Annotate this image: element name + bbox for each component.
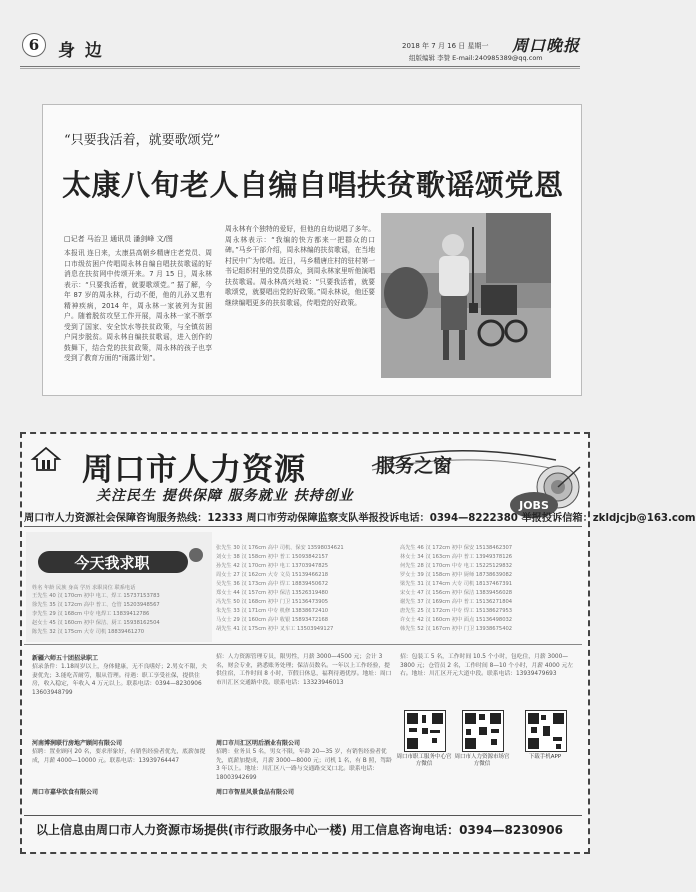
date-line: 2018 年 7 月 16 日 星期一	[402, 42, 489, 50]
listing-body: 招：人力资源管理专员，限男性，月薪 3000—4500 元；会计 3 名，财会专业，熟悉账务处理；保洁员数名。一年以上工作经验，提供住宿，工作时间 8 小时，节假日休息，福利待遇优厚。地址：周口市川汇区交通路中段。联系电话：13323946013	[216, 654, 392, 686]
job-seek-row: 孙先生 42 汉 170cm 初中 电工 13703947825	[216, 563, 329, 569]
job-seek-row: 吴先生 36 汉 173cm 高中 焊工 18839450672	[216, 581, 329, 587]
listing-heading: 新疆六师五十团招录职工	[32, 655, 99, 662]
job-seek-header: 姓名 年龄 民族 身高 学历 求职岗位 联系电话	[32, 585, 136, 591]
header-divider-thin	[20, 68, 580, 69]
ad-footer: 以上信息由周口市人力资源市场提供(市行政服务中心一楼) 用工信息咨询电话：0394—8230906	[36, 823, 563, 837]
job-seek-list-middle	[216, 545, 391, 640]
job-seek-row: 唐先生 25 汉 172cm 中专 焊工 15138627953	[400, 608, 513, 614]
hotline-banner: 周口市人力资源社会保障咨询服务热线：12333 周口市劳动保障监察支队举报投诉电话：0394—8222380 举报投诉信箱：zkldjcjb@163.com	[24, 513, 696, 524]
ad-subtitle: 服务之窗	[376, 455, 453, 477]
job-seek-list	[32, 593, 210, 639]
job-seek-row: 梁先生 31 汉 174cm 大专 司机 18137467391	[400, 581, 513, 587]
job-seek-row: 宋女士 47 汉 156cm 初中 保洁 13839456028	[400, 590, 513, 596]
article-byline: □记者 马治卫 通讯员 潘剑峰 文/图	[64, 235, 173, 243]
listing-heading: 河南博润联行房地产顾问有限公司	[32, 740, 123, 747]
job-seek-row: 朱先生 33 汉 171cm 中专 机修 13838672410	[216, 608, 329, 614]
qr-caption: 周口市人力资源市场官方微信	[454, 754, 510, 767]
job-seek-row: 高先生 46 汉 172cm 初中 保安 15138462307	[400, 545, 513, 551]
job-seek-logo-text: 今天我求职	[74, 554, 150, 572]
listing-heading: 周口市智星风景食品有限公司	[216, 789, 295, 796]
job-seek-row: 王先生 40 汉 170cm 初中 电工、焊工 15737153783	[32, 593, 160, 599]
job-seek-list-right	[400, 545, 580, 640]
job-seek-row: 许女士 42 汉 160cm 初中 面点 15136498032	[400, 617, 513, 623]
listing-heading: 周口市嘉华饮食有限公司	[32, 789, 99, 796]
qr-code-icon[interactable]	[404, 710, 446, 752]
article-kicker: “只要我活着，就要歌颂党”	[64, 133, 221, 148]
job-seek-row: 冯先生 50 汉 168cm 初中 门卫 15136473905	[216, 599, 329, 605]
elderly-man-playing-erhu-photo	[381, 213, 551, 378]
job-seek-row: 罗女士 39 汉 158cm 初中 厨师 18738639082	[400, 572, 513, 578]
job-seek-row: 林女士 34 汉 163cm 高中 普工 13949378126	[400, 554, 513, 560]
section-title: 身 边	[58, 41, 104, 61]
article-column-2: 周永林有个独特的爱好，但他的自幼说唱了多年。周永林表示：“我编的快方都来一把群众的口碑。”马乡干部介绍，周永林编的扶贫歌谣，在当地村民中广为传唱。近日，马乡精唐庄村的驻村第一书记组织村里的党员群众，到周永林家里听他演唱扶贫歌谣。周永林高兴地说：“只要我活着，就要歌颂党，就要唱出党的好政策。”周永林说，他还要继续编唱更多的扶贫歌谣，传唱党的好政策。	[225, 225, 375, 307]
qr-code-icon[interactable]	[525, 710, 567, 752]
listing-divider	[24, 644, 582, 645]
job-seek-row: 周女士 27 汉 162cm 大专 文员 15139466218	[216, 572, 329, 578]
job-seek-row: 谢先生 37 汉 169cm 高中 普工 15136271804	[400, 599, 513, 605]
hotline-divider	[24, 526, 582, 527]
article-headline: 太康八旬老人自编自唱扶贫歌谣颂党恩	[62, 168, 564, 202]
listing-body: 招：包装工 5 名，工作时间 10.5 个小时，包吃住，月薪 3000—3800 元；仓管员 2 名，工作时间 8—10 个小时，月薪 4000 元左右。地址：川汇区开元大道中段。联系电话：13939479693	[400, 654, 574, 677]
article-photo	[381, 213, 551, 378]
article-column-1: 本报讯 连日来，太康县高朝乡精唐庄老党员、周口市级贫困户传唱周永林自编自唱扶贫歌谣的好消息在扶贫网中传颂开来。7 月 15 日，周永林表示：“只要我活着，就要歌颂党。” 据了解，今年 87 岁的周永林，行动不便，他的儿孙又患有精神疾病，2014 年，周永林一家被列为贫困户。随着脱贫攻坚工作开展，周永林一家不断享受到了国家、安全饮水等扶贫政策，与全镇贫困户同步脱贫。周永林自编扶贫歌谣，进入创作的鼓舞下，结合党的扶贫政策，周永林的孩子也享受到了教育方面的“雨露计划”。	[64, 249, 212, 362]
listing-heading: 周口市川汇区明后酒业有限公司	[216, 740, 301, 747]
footer-divider	[24, 815, 582, 816]
job-seek-row: 赵女士 45 汉 160cm 初中 保洁、厨工 15938162504	[32, 620, 160, 626]
header-divider	[20, 66, 580, 67]
job-seek-row: 刘女士 38 汉 158cm 初中 普工 15093842157	[216, 554, 329, 560]
page-number: 6	[22, 33, 46, 57]
newspaper-brand: 周口晚报	[512, 36, 581, 55]
listing-body: 招录条件：1.18周岁以上，身体健康，无不良嗜好；2.男女不限，夫妻优先；3.能吃苦耐劳，服从管理。待遇：职工享受社保，提供住房，收入稳定，年收入 4 万元以上。联系电话：0394—8230906 13603948799	[32, 664, 207, 696]
ad-title: 周口市人力资源	[82, 452, 306, 488]
job-seek-row: 郑女士 44 汉 157cm 初中 保洁 13526319480	[216, 590, 329, 596]
listing-body: 招聘：置业顾问 20 名，要求形象好，有销售经验者优先，底薪加提成，月薪 4000—10000 元。联系电话：13939764447	[32, 749, 206, 764]
ad-slogan: 关注民生 提供保障 服务就业 扶持创业	[96, 488, 354, 504]
job-seek-row: 李先生 29 汉 168cm 中专 电焊工 13839412786	[32, 611, 150, 617]
job-seek-row: 胡先生 41 汉 175cm 初中 叉车工 13503949127	[216, 626, 334, 632]
job-seek-row: 马女士 29 汉 160cm 高中 收银 15893472168	[216, 617, 329, 623]
job-seek-row: 何先生 28 汉 170cm 中专 电工 15225129832	[400, 563, 513, 569]
job-seek-logo	[36, 545, 208, 575]
listing-body: 招聘：业务员 5 名，男女不限，年龄 20—35 岁，有销售经验者优先，底薪加提成，月薪 3000—8000 元；司机 1 名，有 B 照，驾龄 3 年以上。地址：川汇区八一路与交通路交叉口北。联系电话：18003942699	[216, 749, 392, 781]
job-seek-row: 张先生 30 汉 176cm 高中 司机、保安 13598034621	[216, 545, 344, 551]
qr-caption: 周口市职工服务中心官方微信	[396, 754, 452, 767]
job-seek-row: 韩先生 52 汉 167cm 初中 门卫 13938675402	[400, 626, 513, 632]
hr-house-logo-icon	[32, 447, 60, 471]
qr-code-icon[interactable]	[462, 710, 504, 752]
jobs-badge-label: JOBS	[519, 499, 549, 512]
job-seek-row: 徐先生 35 汉 172cm 高中 普工、仓管 15203948567	[32, 602, 160, 608]
job-seek-row: 陈先生 32 汉 175cm 大专 司机 18839461270	[32, 629, 145, 635]
editor-line: 组版编辑 李赞 E-mail:240985389@qq.com	[409, 54, 543, 62]
qr-caption: 下载手机APP	[528, 754, 562, 760]
